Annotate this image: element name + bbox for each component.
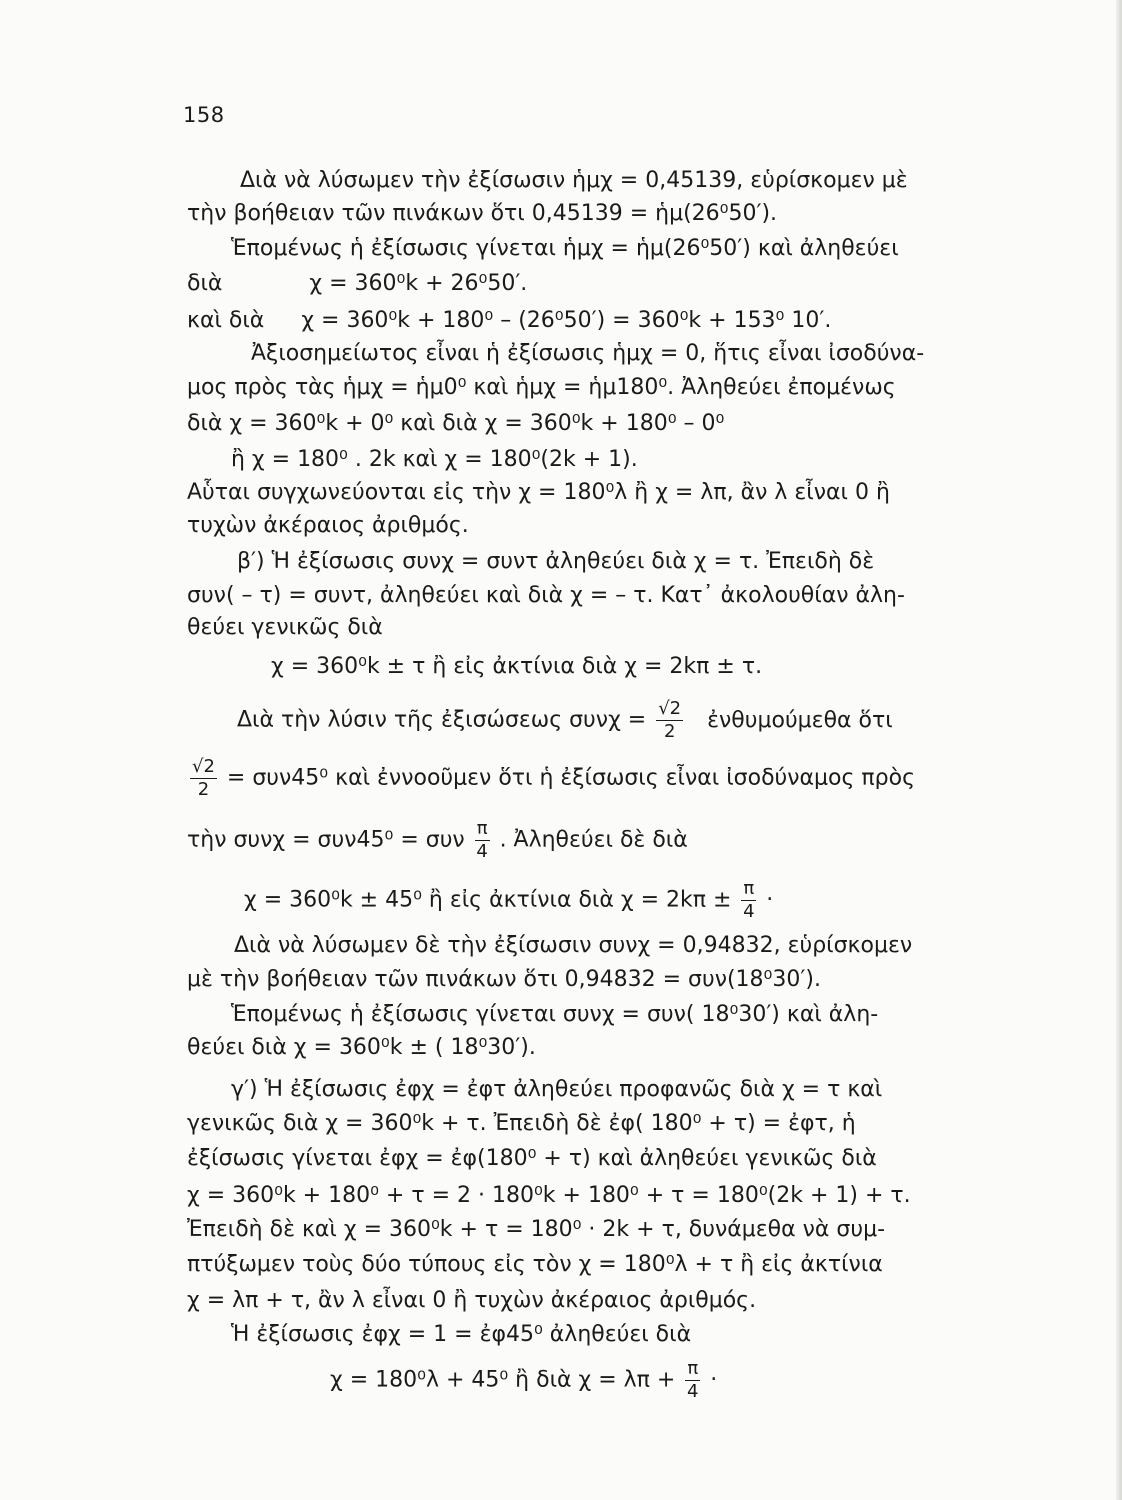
fraction-denominator: 4 [476,841,488,862]
text-fragment: = συν45⁰ καὶ ἐννοοῦμεν ὅτι ἡ ἐξίσωσις εἶναι ἰσοδύναμος πρὸς [226,765,915,791]
equation-line: χ = 360⁰k + 180⁰ + τ = 2 · 180⁰k + 180⁰ + τ = 180⁰(2k + 1) + τ. [187,1183,911,1208]
page-number: 158 [183,103,225,127]
fraction-sqrt2-over-2 [190,758,217,799]
equation-line [244,880,773,926]
fraction-numerator: π [743,878,755,899]
text-line: θεύει γενικῶς διὰ [187,615,383,640]
text-line: ἐξίσωσις γίνεται ἐφχ = ἐφ(180⁰ + τ) καὶ ἀληθεύει γενικῶς διὰ [187,1146,877,1171]
text-line [187,305,831,337]
text-line: ἢ χ = 180⁰ . 2k καὶ χ = 180⁰(2k + 1). [231,447,638,472]
text-line [237,700,893,746]
fraction-numerator: √2 [658,698,682,719]
text-fragment: ἐνθυμούμεθα ὅτι [707,707,893,733]
fraction-denominator: 2 [663,721,676,742]
fraction-denominator: 4 [687,1381,699,1402]
equation: χ = 360⁰k + 26⁰50′. [309,271,528,296]
equation: χ = 360⁰k ± 45⁰ ἢ εἰς ἀκτίνια διὰ χ = 2kπ ± [244,887,732,913]
fraction-numerator: π [687,1358,699,1379]
text-line: μος πρὸς τὰς ἡμχ = ἡμ0⁰ καὶ ἡμχ = ἡμ180⁰. Ἀληθεύει ἐπομένως [187,375,896,400]
text-line: τυχὼν ἀκέραιος ἀριθμός. [187,513,469,538]
text-line: β′) Ἡ ἐξίσωσις συνχ = συντ ἀληθεύει διὰ χ = τ. Ἐπειδὴ δὲ [237,549,875,574]
fraction-numerator: π [476,818,488,839]
text-line: συν( – τ) = συντ, ἀληθεύει καὶ διὰ χ = – τ. Κατ᾽ ἀκολουθίαν ἀλη- [187,583,905,608]
text-line [187,268,527,300]
fraction-sqrt2-over-2 [656,700,683,741]
equation-line [330,1360,717,1406]
text-fragment: τὴν συνχ = συν45⁰ = συν [187,827,465,853]
text-fragment: . Ἀληθεύει δὲ διὰ [499,827,688,853]
text-line: Ἐπειδὴ δὲ καὶ χ = 360⁰k + τ = 180⁰ · 2k + τ, δυνάμεθα νὰ συμ- [187,1217,886,1242]
text-line: Ἑπομένως ἡ ἐξίσωσις γίνεται συνχ = συν( 18⁰30′) καὶ ἀλη- [231,1002,879,1027]
text-line: θεύει διὰ χ = 360⁰k ± ( 18⁰30′). [187,1035,536,1060]
fraction-numerator: √2 [192,756,215,777]
text-line: γ′) Ἡ ἐξίσωσις ἐφχ = ἐφτ ἀληθεύει προφανῶς διὰ χ = τ καὶ [231,1077,883,1102]
equation-line: χ = 360⁰k ± τ ἢ εἰς ἀκτίνια διὰ χ = 2kπ ± τ. [271,654,763,679]
text-line: Ἡ ἐξίσωσις ἐφχ = 1 = ἐφ45⁰ ἀληθεύει διὰ [231,1322,692,1347]
text-line: γενικῶς διὰ χ = 360⁰k + τ. Ἐπειδὴ δὲ ἐφ( 180⁰ + τ) = ἐφτ, ἡ [187,1111,856,1136]
text-line: τὴν βοήθειαν τῶν πινάκων ὅτι 0,45139 = ἡμ(26⁰50′). [187,201,778,226]
fraction-pi-over-4 [741,880,756,921]
equation: χ = 180⁰λ + 45⁰ ἢ διὰ χ = λπ + [330,1367,676,1393]
text-line: Διὰ νὰ λύσωμεν δὲ τὴν ἐξίσωσιν συνχ = 0,94832, εὑρίσκομεν [234,933,913,958]
text-line: μὲ τὴν βοήθειαν τῶν πινάκων ὅτι 0,94832 = συν(18⁰30′). [187,967,821,992]
fraction-pi-over-4 [685,1360,700,1401]
text-fragment: καὶ διὰ [187,308,265,333]
fraction-pi-over-4 [475,820,490,861]
text-fragment: διὰ [187,271,223,296]
fraction-denominator: 4 [743,901,755,922]
text-line [187,820,688,866]
text-line: χ = λπ + τ, ἂν λ εἶναι 0 ἢ τυχὼν ἀκέραιος ἀριθμός. [187,1288,757,1313]
fraction-denominator: 2 [197,779,210,800]
text-fragment: · [766,887,774,913]
text-line: διὰ χ = 360⁰k + 0⁰ καὶ διὰ χ = 360⁰k + 180⁰ – 0⁰ [187,411,725,436]
text-line: Ἑπομένως ἡ ἐξίσωσις γίνεται ἡμχ = ἡμ(26⁰50′) καὶ ἀληθεύει [231,236,899,261]
text-line: Ἀξιοσημείωτος εἶναι ἡ ἐξίσωσις ἡμχ = 0, ἥτις εἶναι ἰσοδύνα- [251,341,925,366]
text-line: πτύξωμεν τοὺς δύο τύπους εἰς τὸν χ = 180⁰λ + τ ἢ εἰς ἀκτίνια [187,1252,883,1277]
text-line: Αὗται συγχωνεύονται εἰς τὴν χ = 180⁰λ ἢ χ = λπ, ἂν λ εἶναι 0 ἢ [187,480,890,505]
equation: χ = 360⁰k + 180⁰ – (26⁰50′) = 360⁰k + 153⁰ 10′. [301,308,832,333]
text-fragment: · [710,1367,718,1393]
page-edge-shadow [1116,0,1122,1500]
text-line [187,758,915,804]
text-fragment: Διὰ τὴν λύσιν τῆς ἐξισώσεως συνχ = [237,707,647,733]
text-line: Διὰ νὰ λύσωμεν τὴν ἐξίσωσιν ἡμχ = 0,45139, εὑρίσκομεν μὲ [240,168,908,193]
